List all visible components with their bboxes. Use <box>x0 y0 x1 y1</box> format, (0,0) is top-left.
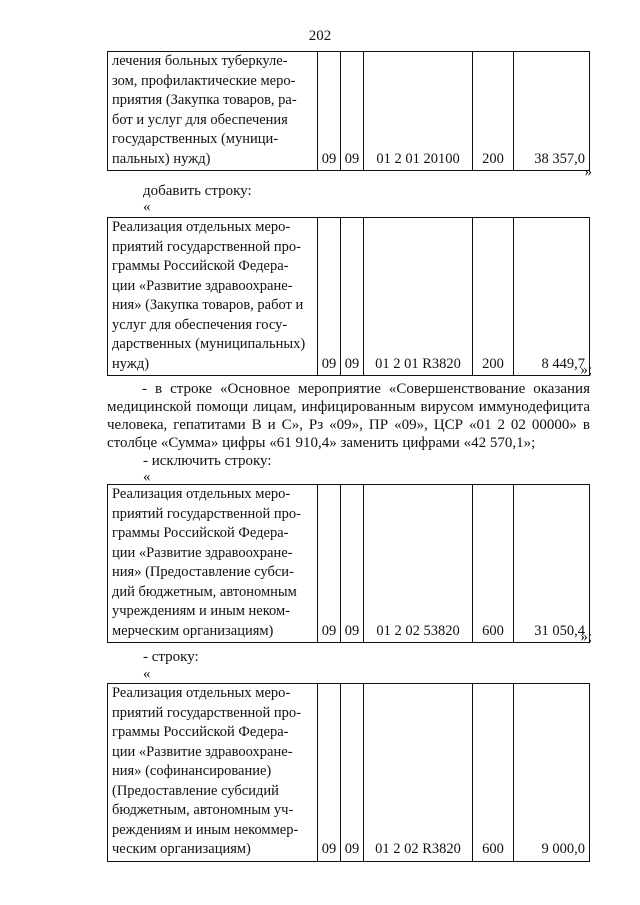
pr-cell: 09 <box>341 684 364 862</box>
name-line: приятий государственной про- <box>112 505 301 522</box>
table-row <box>108 684 590 862</box>
budget-table-4 <box>107 683 590 862</box>
name-line: реждениям и иным некоммер- <box>112 821 299 838</box>
name-line: пальных) нужд) <box>112 150 211 167</box>
name-line: ческим организациям) <box>112 841 251 857</box>
csr-cell: 01 2 02 53820 <box>364 485 473 643</box>
name-line: Реализация отдельных меро- <box>112 685 291 701</box>
vr-cell: 600 <box>473 684 514 862</box>
closing-quote: »; <box>580 629 592 645</box>
page-number: 202 <box>308 28 332 44</box>
name-line: граммы Российской Федера- <box>112 525 289 541</box>
opening-quote: « <box>143 199 151 215</box>
pr-cell: 09 <box>341 52 364 171</box>
name-line: нужд) <box>112 355 150 372</box>
csr-cell: 01 2 01 R3820 <box>364 218 473 376</box>
csr-cell: 01 2 01 20100 <box>364 52 473 171</box>
vr-cell: 200 <box>473 218 514 376</box>
rz-cell: 09 <box>318 218 341 376</box>
name-line: государственных (муници- <box>112 131 279 147</box>
budget-table-1 <box>107 51 590 171</box>
name-line: мерческим организациям) <box>112 622 274 639</box>
table-row <box>108 485 590 643</box>
name-line: приятий государственной про- <box>112 238 301 255</box>
table-row <box>108 218 590 376</box>
budget-table-2 <box>107 217 590 376</box>
opening-quote: « <box>143 469 151 485</box>
name-line: приятий государственной про- <box>112 704 301 721</box>
row-label: - строку: <box>143 649 199 665</box>
add-row-label: добавить строку: <box>143 183 252 199</box>
name-line: услуг для обеспечения госу- <box>112 316 288 333</box>
sum-cell: 31 050,4 <box>514 485 590 643</box>
row-name-cell <box>108 485 318 643</box>
rz-cell: 09 <box>318 485 341 643</box>
sum-cell: 9 000,0 <box>514 684 590 862</box>
name-line: ния» (Предоставление субси- <box>112 564 294 580</box>
pr-cell: 09 <box>341 485 364 643</box>
pr-cell: 09 <box>341 218 364 376</box>
row-name-cell <box>108 52 318 171</box>
sum-cell: 8 449,7 <box>514 218 590 376</box>
row-name-cell <box>108 218 318 376</box>
paragraph-line: - в строке «Основное мероприятие «Совершенствование оказания <box>142 381 590 397</box>
closing-quote: » <box>584 164 592 180</box>
name-line: бюджетным, автономным уч- <box>112 802 294 818</box>
name-line: дарственных (муниципальных) <box>112 336 306 352</box>
name-line: учреждениям и иным неком- <box>112 603 290 619</box>
rz-cell: 09 <box>318 684 341 862</box>
rz-cell: 09 <box>318 52 341 171</box>
name-line: Реализация отдельных меро- <box>112 486 291 502</box>
name-line: дий бюджетным, автономным <box>112 583 297 600</box>
name-line: бот и услуг для обеспечения <box>112 111 288 128</box>
exclude-row-label: - исключить строку: <box>143 453 272 469</box>
vr-cell: 600 <box>473 485 514 643</box>
name-line: Реализация отдельных меро- <box>112 219 291 235</box>
name-line: зом, профилактические меро- <box>112 72 296 89</box>
name-line: ции «Развитие здравоохране- <box>112 277 293 294</box>
name-line: ции «Развитие здравоохране- <box>112 743 293 760</box>
budget-table-3 <box>107 484 590 643</box>
name-line: (Предоставление субсидий <box>112 782 279 799</box>
name-line: ния» (Закупка товаров, работ и <box>112 297 304 313</box>
paragraph-line: человека, гепатитами В и С», Рз «09», ПР «09», ЦСР «01 2 02 00000» в <box>107 417 590 433</box>
opening-quote: « <box>143 666 151 682</box>
name-line: ния» (софинансирование) <box>112 763 272 779</box>
name-line: лечения больных туберкуле- <box>112 53 288 69</box>
table-row <box>108 52 590 171</box>
sum-cell: 38 357,0 <box>514 52 590 171</box>
instruction-paragraph <box>107 380 590 452</box>
vr-cell: 200 <box>473 52 514 171</box>
closing-quote: »; <box>580 362 592 378</box>
name-line: приятия (Закупка товаров, ра- <box>112 92 297 108</box>
name-line: ции «Развитие здравоохране- <box>112 544 293 561</box>
row-name-cell <box>108 684 318 862</box>
name-line: граммы Российской Федера- <box>112 724 289 740</box>
paragraph-line: столбце «Сумма» цифры «61 910,4» заменить цифрами «42 570,1»; <box>107 435 536 451</box>
name-line: граммы Российской Федера- <box>112 258 289 274</box>
paragraph-line: медицинской помощи лицам, инфицированным вирусом иммунодефицита <box>107 399 590 415</box>
csr-cell: 01 2 02 R3820 <box>364 684 473 862</box>
